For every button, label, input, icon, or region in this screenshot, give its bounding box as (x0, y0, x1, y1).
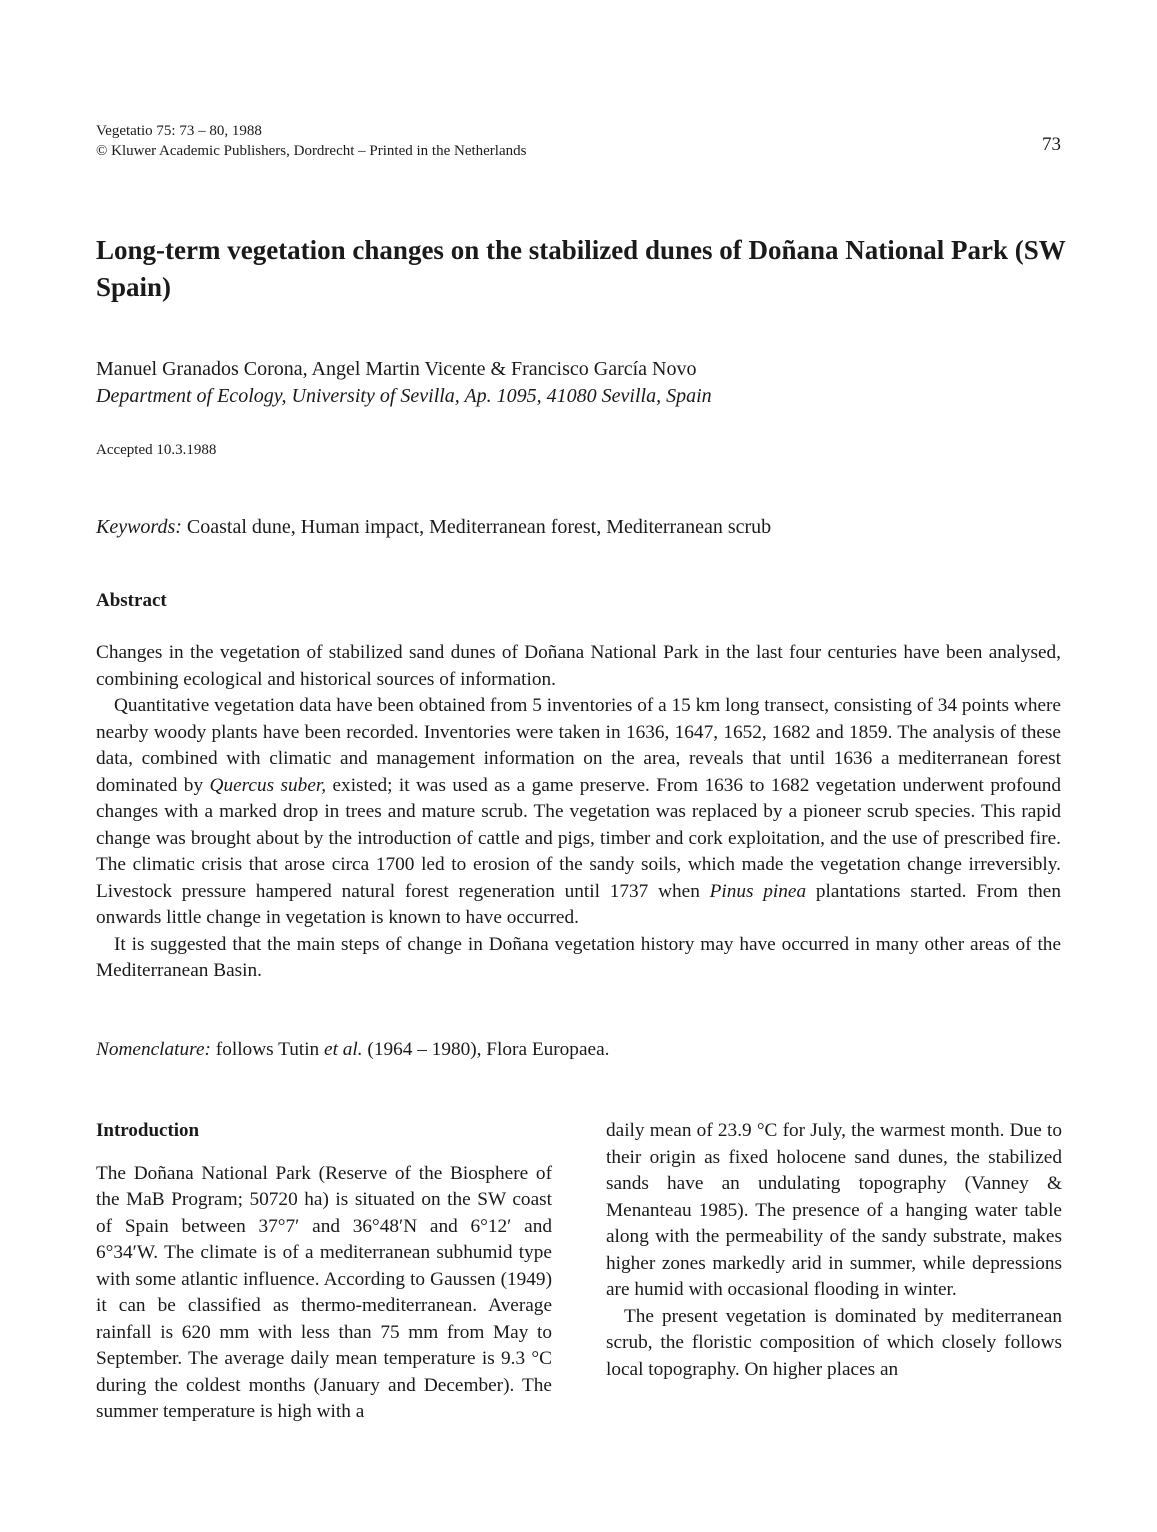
abstract-paragraph: It is suggested that the main steps of change in Doñana vegetation history may have occurred in many other areas of the Mediterranean Basin. (96, 933, 1061, 981)
publisher-line: © Kluwer Academic Publishers, Dordrecht – Printed in the Netherlands (96, 143, 527, 159)
abstract-text: existed; it was used as a game preserve. From 1636 to 1682 vegetation underwent profound changes with a marked drop in trees and mature scrub. The vegetation was replaced by a pioneer scrub species. This rapid change was brought about by the introduction of cattle and pigs, timber and cork exploitation, and the use of prescribed fire. The climatic crisis that arose circa 1700 led to erosion of the sandy soils, which made the vegetation change irreversibly. Livestock pressure hampered natural forest regeneration until 1737 when (96, 774, 1062, 902)
nomenclature-etal: et al. (324, 1039, 363, 1060)
journal-citation: Vegetatio 75: 73 – 80, 1988 (96, 123, 262, 139)
intro-paragraph: The Doñana National Park (Reserve of the Biosphere of the MaB Program; 50720 ha) is situated on the SW coast of Spain between 37°7′ and 36°48′N and 6°12′ and 6°34′W. The climate is of a mediterranean subhumid type with some atlantic influence. According to Gaussen (1949) it can be classified as thermo-mediterranean. Average rainfall is 620 mm with less than 75 mm from May to September. The average daily mean temperature is 9.3 °C during the coldest months (January and December). The summer temperature is high with a (96, 1162, 552, 1422)
intro-column-right (606, 1118, 1062, 1383)
species-name: Quercus suber, (209, 774, 327, 796)
intro-paragraph: The present vegetation is dominated by mediterranean scrub, the floristic composition of which closely follows local topography. On higher places an (606, 1305, 1062, 1380)
accepted-date: Accepted 10.3.1988 (96, 442, 217, 458)
journal-header (96, 121, 1066, 161)
abstract-paragraph: Changes in the vegetation of stabilized sand dunes of Doñana National Park in the last four centuries have been analysed, combining ecological and historical sources of information. (96, 642, 1061, 690)
intro-paragraph: daily mean of 23.9 °C for July, the warmest month. Due to their origin as fixed holocene sand dunes, the stabilized sands have an undulating topography (Vanney & Menanteau 1985). The presence of a hanging water table along with the permeability of the sandy substrate, makes higher zones markedly arid in summer, while depressions are humid with occasional flooding in winter. (606, 1120, 1062, 1300)
paper-title: Long-term vegetation changes on the stabilized dunes of Doñana National Park (SW Spain) (96, 235, 1066, 302)
nomenclature-line (96, 1039, 609, 1061)
nomenclature-text: follows Tutin (215, 1039, 320, 1060)
keywords-text: Coastal dune, Human impact, Mediterranean forest, Mediterranean scrub (186, 516, 772, 538)
keywords-label: Keywords: (96, 516, 182, 538)
nomenclature-text: (1964 – 1980), Flora Europaea. (367, 1039, 610, 1060)
abstract-body (96, 640, 1061, 985)
keywords (96, 516, 1061, 539)
nomenclature-label: Nomenclature: (96, 1039, 211, 1060)
affiliation: Department of Ecology, University of Sevilla, Ap. 1095, 41080 Sevilla, Spain (96, 385, 712, 407)
authors: Manuel Granados Corona, Angel Martin Vicente & Francisco García Novo (96, 358, 697, 380)
abstract-heading: Abstract (96, 590, 167, 611)
species-name: Pinus pinea (709, 880, 807, 902)
abstract-text: plantations started. From then onwards little change in vegetation is known to have occurred. (96, 880, 1061, 928)
intro-column-left (96, 1118, 552, 1426)
abstract-paragraph (96, 693, 1061, 932)
page-number: 73 (1042, 134, 1061, 155)
introduction-heading: Introduction (96, 1120, 200, 1141)
abstract-text: Quantitative vegetation data have been obtained from 5 inventories of a 15 km long transect, consisting of 34 points where nearby woody plants have been recorded. Inventories were taken in 1636, 1647, 1652, 1682 and 1859. The analysis of these data, combined with climatic and management information on the area, reveals that until 1636 a mediterranean forest dominated by (96, 695, 1061, 796)
author-block (96, 356, 712, 410)
